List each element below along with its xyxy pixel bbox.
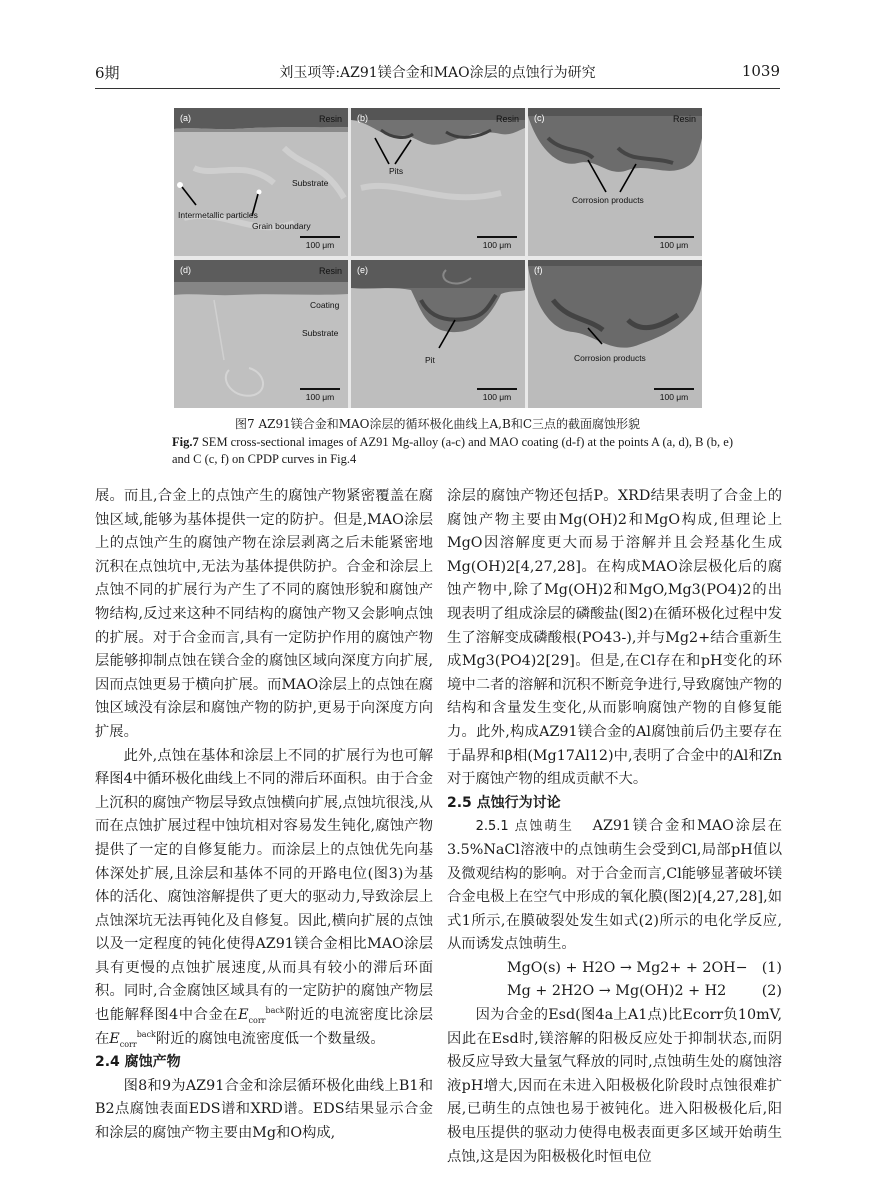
sem-image-e: [351, 260, 525, 408]
panel-label: (a): [180, 113, 191, 123]
corrosion-products-label: Corrosion products: [572, 195, 644, 205]
panel-label: (f): [534, 265, 543, 275]
figure-7: [174, 108, 702, 408]
resin-label: Resin: [318, 266, 342, 276]
sem-image-c: [528, 108, 702, 256]
panel-label: (e): [357, 265, 368, 275]
paragraph: 展。而且,合金上的点蚀产生的腐蚀产物紧密覆盖在腐蚀区域,能够为基体提供一定的防护。但是,MAO涂层上的点蚀产生的腐蚀产物在涂层剥离之后未能紧密地沉积在点蚀坑中,无法为基体提供防护。合金和涂层上点蚀不同的扩展行为产生了不同的腐蚀形貌和腐蚀产物结构,反过来这种不同结构的腐蚀产物又会影响点蚀的扩展。对于合金而言,具有一定防护作用的腐蚀产物层能够抑制点蚀在镁合金的腐蚀区域向深度方向扩展,因而点蚀更易于横向扩展。而MAO涂层上的点蚀在腐蚀区域没有涂层和腐蚀产物的防护,更易于向深度方向扩展。: [95, 488, 433, 740]
panel-e: [351, 260, 525, 408]
panel-d: [174, 260, 348, 408]
header-rule: [95, 88, 780, 89]
panel-b: [351, 108, 525, 256]
coating-label: Coating: [310, 300, 340, 310]
section-heading: 2.4 腐蚀产物: [95, 1054, 181, 1071]
equation-1: MgO(s) + H2O → Mg2+ + 2OH− (1): [507, 959, 782, 976]
panel-a: [174, 108, 348, 256]
panel-c: [528, 108, 702, 256]
scale-bar: 100 μm: [300, 236, 340, 250]
grain-boundary-label: Grain boundary: [252, 221, 311, 231]
pits-label: Pits: [389, 166, 404, 176]
right-column: [447, 485, 782, 1169]
substrate-label: Substrate: [302, 328, 339, 338]
caption-en-line2: and C (c, f) on CPDP curves in Fig.4: [172, 452, 357, 466]
issue-number: 6期: [95, 64, 120, 82]
running-header: [95, 62, 780, 86]
scale-bar: 100 μm: [300, 388, 340, 402]
paragraph: 2.5.1 点蚀萌生 AZ91镁合金和MAO涂层在3.5%NaCl溶液中的点蚀萌生会受到Cl,局部pH值以及微观结构的影响。对于合金而言,Cl能够显著破坏镁合金电极上在空气中形成的氧化膜(图2)[4,27,28],如式1所示,在膜破裂处发生如式(2)所示的电化学反应,从而诱发点蚀萌生。: [447, 818, 783, 953]
paragraph: 涂层的腐蚀产物还包括P。XRD结果表明了合金上的腐蚀产物主要由Mg(OH)2和MgO构成,但理论上MgO因溶解度更大而易于溶解并且会羟基化生成Mg(OH)2[4,27,28]。在构成MAO涂层极化后的腐蚀产物中,除了Mg(OH)2和MgO,Mg3(PO4)2的出现表明了组成涂层的磷酸盐(图2)在循环极化过程中发生了溶解变成磷酸根(PO43-),并与Mg2+结合重新生成Mg3(PO4)2[29]。但是,在Cl存在和pH变化的环境中二者的溶解和沉积不断竞争进行,导致腐蚀产物的结构和含量发生变化,从而影响腐蚀产物的自修复能力。此外,构成AZ91镁合金的Al腐蚀前后仍主要存在于晶界和β相(Mg17Al12)中,表明了合金中的Al和Zn对于腐蚀产物的组成贡献不大。: [447, 488, 782, 788]
scale-bar: 100 μm: [654, 236, 694, 250]
scale-bar: 100 μm: [477, 236, 517, 250]
paragraph: 此外,点蚀在基体和涂层上不同的扩展行为也可解释图4中循环极化曲线上不同的滞后环面积。由于合金上沉积的腐蚀产物层导致点蚀横向扩展,点蚀坑很浅,从而在点蚀扩展过程中蚀坑相对容易发生钝化,腐蚀产物提供了一定的自修复能力。而涂层上的点蚀优先向基体深处扩展,且涂层和基体不同的开路电位(图3)为基体的活化、腐蚀溶解提供了更大的驱动力,导致涂层上点蚀深坑无法再钝化及自修复。因此,横向扩展的点蚀以及一定程度的钝化使得AZ91镁合金相比MAO涂层具有更慢的点蚀扩展速度,从而具有较小的滞后环面积。同时,合金腐蚀区域具有的一定防护的腐蚀产物层也能解释图4中合金在$E_{corr}^{back}$附近的电流密度比涂层在$E_{corr}^{back}$附近的腐蚀电流密度低一个数量级。: [95, 747, 433, 1049]
section-heading: 2.5 点蚀行为讨论: [447, 794, 561, 811]
figure-caption-en: [172, 434, 755, 468]
resin-label: Resin: [672, 114, 696, 124]
substrate-label: Substrate: [292, 178, 329, 188]
left-column: [95, 485, 433, 1146]
subsection-heading: 2.5.1 点蚀萌生: [475, 819, 574, 835]
panel-label: (b): [357, 113, 368, 123]
corrosion-products-label: Corrosion products: [574, 353, 646, 363]
panel-f: [528, 260, 702, 408]
paragraph: 因为合金的Esd(图4a上A1点)比Ecorr负10mV,因此在Esd时,镁溶解的阳极反应处于抑制状态,而阴极反应导致大量氢气释放的同时,点蚀萌生处的腐蚀溶液pH增大,因而在未进入阳极极化阶段时点蚀很难扩展,已萌生的点蚀也易于被钝化。进入阳极极化后,阳极电压提供的驱动力使得电极表面更多区域开始萌生点蚀,这是因为阳极极化时恒电位: [447, 1007, 782, 1165]
sem-image-b: [351, 108, 525, 256]
figure-caption-cn: 图7 AZ91镁合金和MAO涂层的循环极化曲线上A,B和C三点的截面腐蚀形貌: [235, 417, 640, 431]
intermetallic-label: Intermetallic particles: [178, 210, 258, 220]
scale-bar: 100 μm: [654, 388, 694, 402]
caption-en-line1: SEM cross-sectional images of AZ91 Mg-alloy (a-c) and MAO coating (d-f) at the points A (a, d), B (b, e): [201, 435, 733, 449]
resin-label: Resin: [495, 114, 519, 124]
scale-bar: 100 μm: [477, 388, 517, 402]
resin-label: Resin: [318, 114, 342, 124]
sem-image-f: [528, 260, 702, 408]
panel-label: (d): [180, 265, 191, 275]
page-number: 1039: [741, 62, 780, 80]
figure-label-en: Fig.7: [172, 435, 199, 449]
pit-label: Pit: [425, 355, 435, 365]
panel-label: (c): [534, 113, 545, 123]
running-title: 刘玉项等:AZ91镁合金和MAO涂层的点蚀行为研究: [279, 65, 596, 81]
equation-2: Mg + 2H2O → Mg(OH)2 + H2 (2): [507, 983, 782, 1000]
paragraph: 图8和9为AZ91合金和涂层循环极化曲线上B1和B2点腐蚀表面EDS谱和XRD谱。EDS结果显示合金和涂层的腐蚀产物主要由Mg和O构成,: [95, 1077, 433, 1142]
